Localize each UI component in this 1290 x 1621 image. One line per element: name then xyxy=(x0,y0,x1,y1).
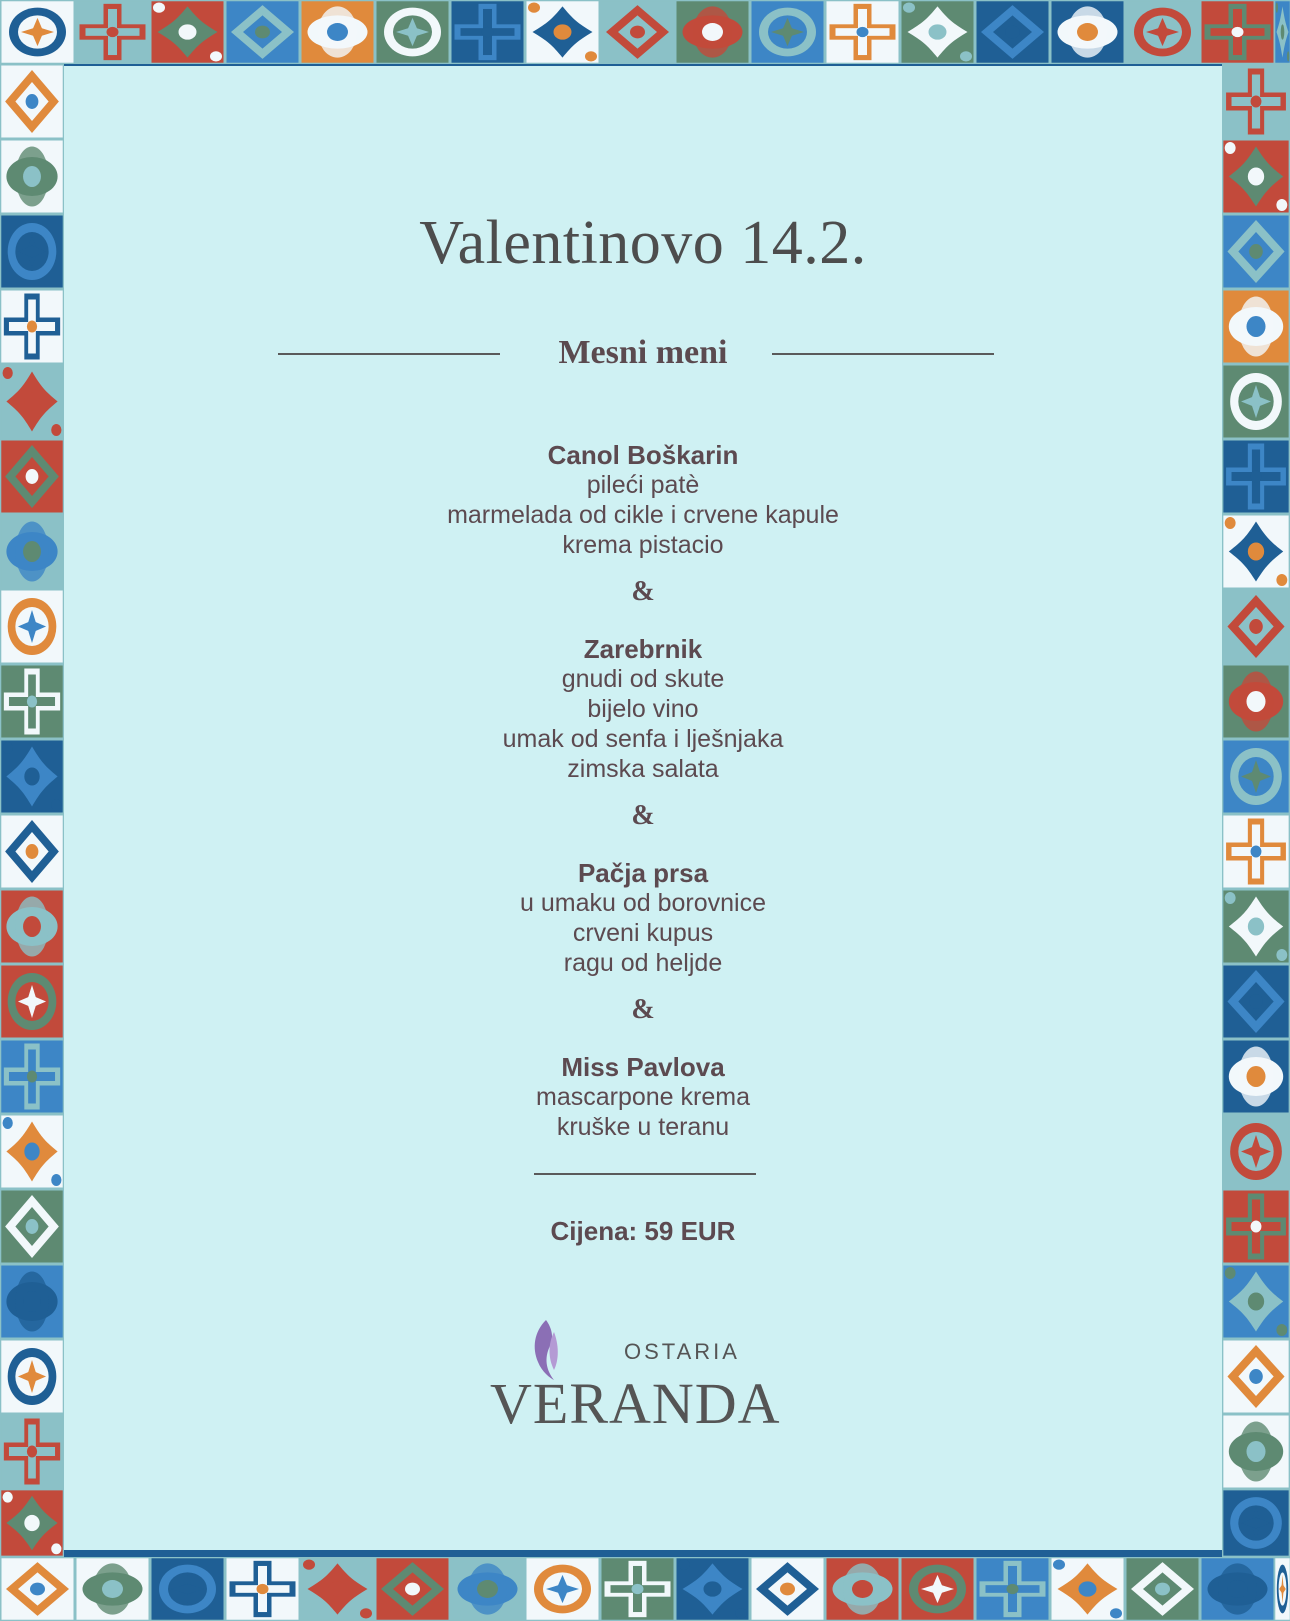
decorative-tile xyxy=(1222,1039,1290,1114)
course-item: mascarpone krema xyxy=(536,1083,750,1111)
decorative-tile xyxy=(1275,1557,1290,1621)
decorative-tile xyxy=(0,1557,75,1621)
decorative-tile xyxy=(675,0,750,64)
decorative-tile xyxy=(0,1264,64,1339)
course-item: pileći patè xyxy=(586,471,700,499)
decorative-tile xyxy=(150,1557,225,1621)
decorative-tile xyxy=(1222,1114,1290,1189)
decorative-tile xyxy=(1222,739,1290,814)
course-list xyxy=(64,440,1222,1142)
decorative-tile xyxy=(75,1557,150,1621)
decorative-tile xyxy=(975,0,1050,64)
course-item: gnudi od skute xyxy=(561,665,725,693)
course xyxy=(64,440,1222,560)
decorative-tile xyxy=(1125,1557,1200,1621)
decorative-tile xyxy=(0,1414,64,1489)
decorative-tile xyxy=(0,0,75,64)
decorative-tile xyxy=(375,0,450,64)
decorative-tile xyxy=(1275,0,1290,64)
course-item: crveni kupus xyxy=(572,919,714,947)
decorative-tile xyxy=(0,664,64,739)
decorative-tile xyxy=(750,0,825,64)
decorative-tile xyxy=(900,1557,975,1621)
divider-line xyxy=(772,353,994,355)
decorative-tile xyxy=(1222,664,1290,739)
decorative-tile xyxy=(1222,439,1290,514)
decorative-tile xyxy=(825,0,900,64)
decorative-tile xyxy=(0,214,64,289)
course-item: kruške u teranu xyxy=(556,1113,730,1141)
decorative-tile xyxy=(675,1557,750,1621)
decorative-tile xyxy=(0,64,64,139)
decorative-tile xyxy=(0,289,64,364)
decorative-tile xyxy=(0,739,64,814)
decorative-tile xyxy=(0,514,64,589)
course xyxy=(64,1052,1222,1142)
course-separator: & xyxy=(631,994,655,1025)
decorative-tile xyxy=(0,1489,64,1557)
decorative-tile xyxy=(0,1114,64,1189)
menu-card xyxy=(64,66,1222,1550)
decorative-tile xyxy=(75,0,150,64)
decorative-tile xyxy=(1222,1414,1290,1489)
decorative-tile xyxy=(900,0,975,64)
course-item: krema pistacio xyxy=(562,531,724,559)
course-name: Pačja prsa xyxy=(577,858,709,888)
decorative-tile xyxy=(225,0,300,64)
decorative-tile xyxy=(1050,1557,1125,1621)
decorative-tile xyxy=(525,1557,600,1621)
course-item: u umaku od borovnice xyxy=(520,889,766,917)
decorative-tile xyxy=(750,1557,825,1621)
decorative-tile xyxy=(1125,0,1200,64)
course-item: marmelada od cikle i crvene kapule xyxy=(447,501,839,529)
decorative-tile xyxy=(1222,64,1290,139)
course-item: zimska salata xyxy=(567,755,719,783)
decorative-tile xyxy=(1222,1264,1290,1339)
decorative-tile xyxy=(0,439,64,514)
decorative-tile xyxy=(0,814,64,889)
decorative-tile xyxy=(825,1557,900,1621)
decorative-tile xyxy=(1222,364,1290,439)
logo-title: VERANDA xyxy=(490,1371,781,1436)
decorative-tile xyxy=(0,364,64,439)
decorative-tile xyxy=(1222,1189,1290,1264)
decorative-tile xyxy=(1222,1339,1290,1414)
decorative-tile xyxy=(1050,0,1125,64)
decorative-tile xyxy=(1222,214,1290,289)
decorative-tile xyxy=(1222,889,1290,964)
course-separator: & xyxy=(631,576,655,607)
course-item: bijelo vino xyxy=(587,695,699,723)
decorative-tile xyxy=(1222,964,1290,1039)
course-separator: & xyxy=(631,800,655,831)
decorative-tile xyxy=(1222,139,1290,214)
decorative-tile xyxy=(0,139,64,214)
decorative-tile xyxy=(150,0,225,64)
decorative-tile xyxy=(600,1557,675,1621)
decorative-tile xyxy=(1222,289,1290,364)
decorative-tile xyxy=(0,889,64,964)
course-item: ragu od heljde xyxy=(563,949,723,977)
decorative-tile xyxy=(0,589,64,664)
decorative-tile xyxy=(600,0,675,64)
decorative-tile xyxy=(375,1557,450,1621)
decorative-tile xyxy=(450,0,525,64)
decorative-tile xyxy=(450,1557,525,1621)
decorative-tile xyxy=(525,0,600,64)
decorative-tile xyxy=(0,1189,64,1264)
decorative-tile xyxy=(300,0,375,64)
course-name: Canol Boškarin xyxy=(547,440,739,470)
decorative-tile xyxy=(300,1557,375,1621)
decorative-tile xyxy=(1222,514,1290,589)
restaurant-logo xyxy=(484,1336,784,1456)
course-item: umak od senfa i lješnjaka xyxy=(502,725,784,753)
course-name: Miss Pavlova xyxy=(561,1052,725,1082)
decorative-tile xyxy=(1222,814,1290,889)
decorative-tile xyxy=(1222,589,1290,664)
decorative-tile xyxy=(0,1339,64,1414)
decorative-tile xyxy=(1200,1557,1275,1621)
logo-subtitle: OSTARIA xyxy=(624,1339,740,1364)
section-heading xyxy=(64,336,1222,372)
page-title: Valentinovo 14.2. xyxy=(419,209,867,277)
divider-line xyxy=(534,1173,756,1175)
section-title: Mesni meni xyxy=(558,334,728,371)
decorative-tile xyxy=(225,1557,300,1621)
course-name: Zarebrnik xyxy=(583,634,703,664)
decorative-tile xyxy=(1222,1489,1290,1557)
decorative-tile xyxy=(975,1557,1050,1621)
decorative-tile xyxy=(0,1039,64,1114)
decorative-tile xyxy=(1200,0,1275,64)
course xyxy=(64,858,1222,978)
course xyxy=(64,634,1222,784)
price-label: Cijena: 59 EUR xyxy=(550,1216,736,1246)
decorative-tile xyxy=(0,964,64,1039)
